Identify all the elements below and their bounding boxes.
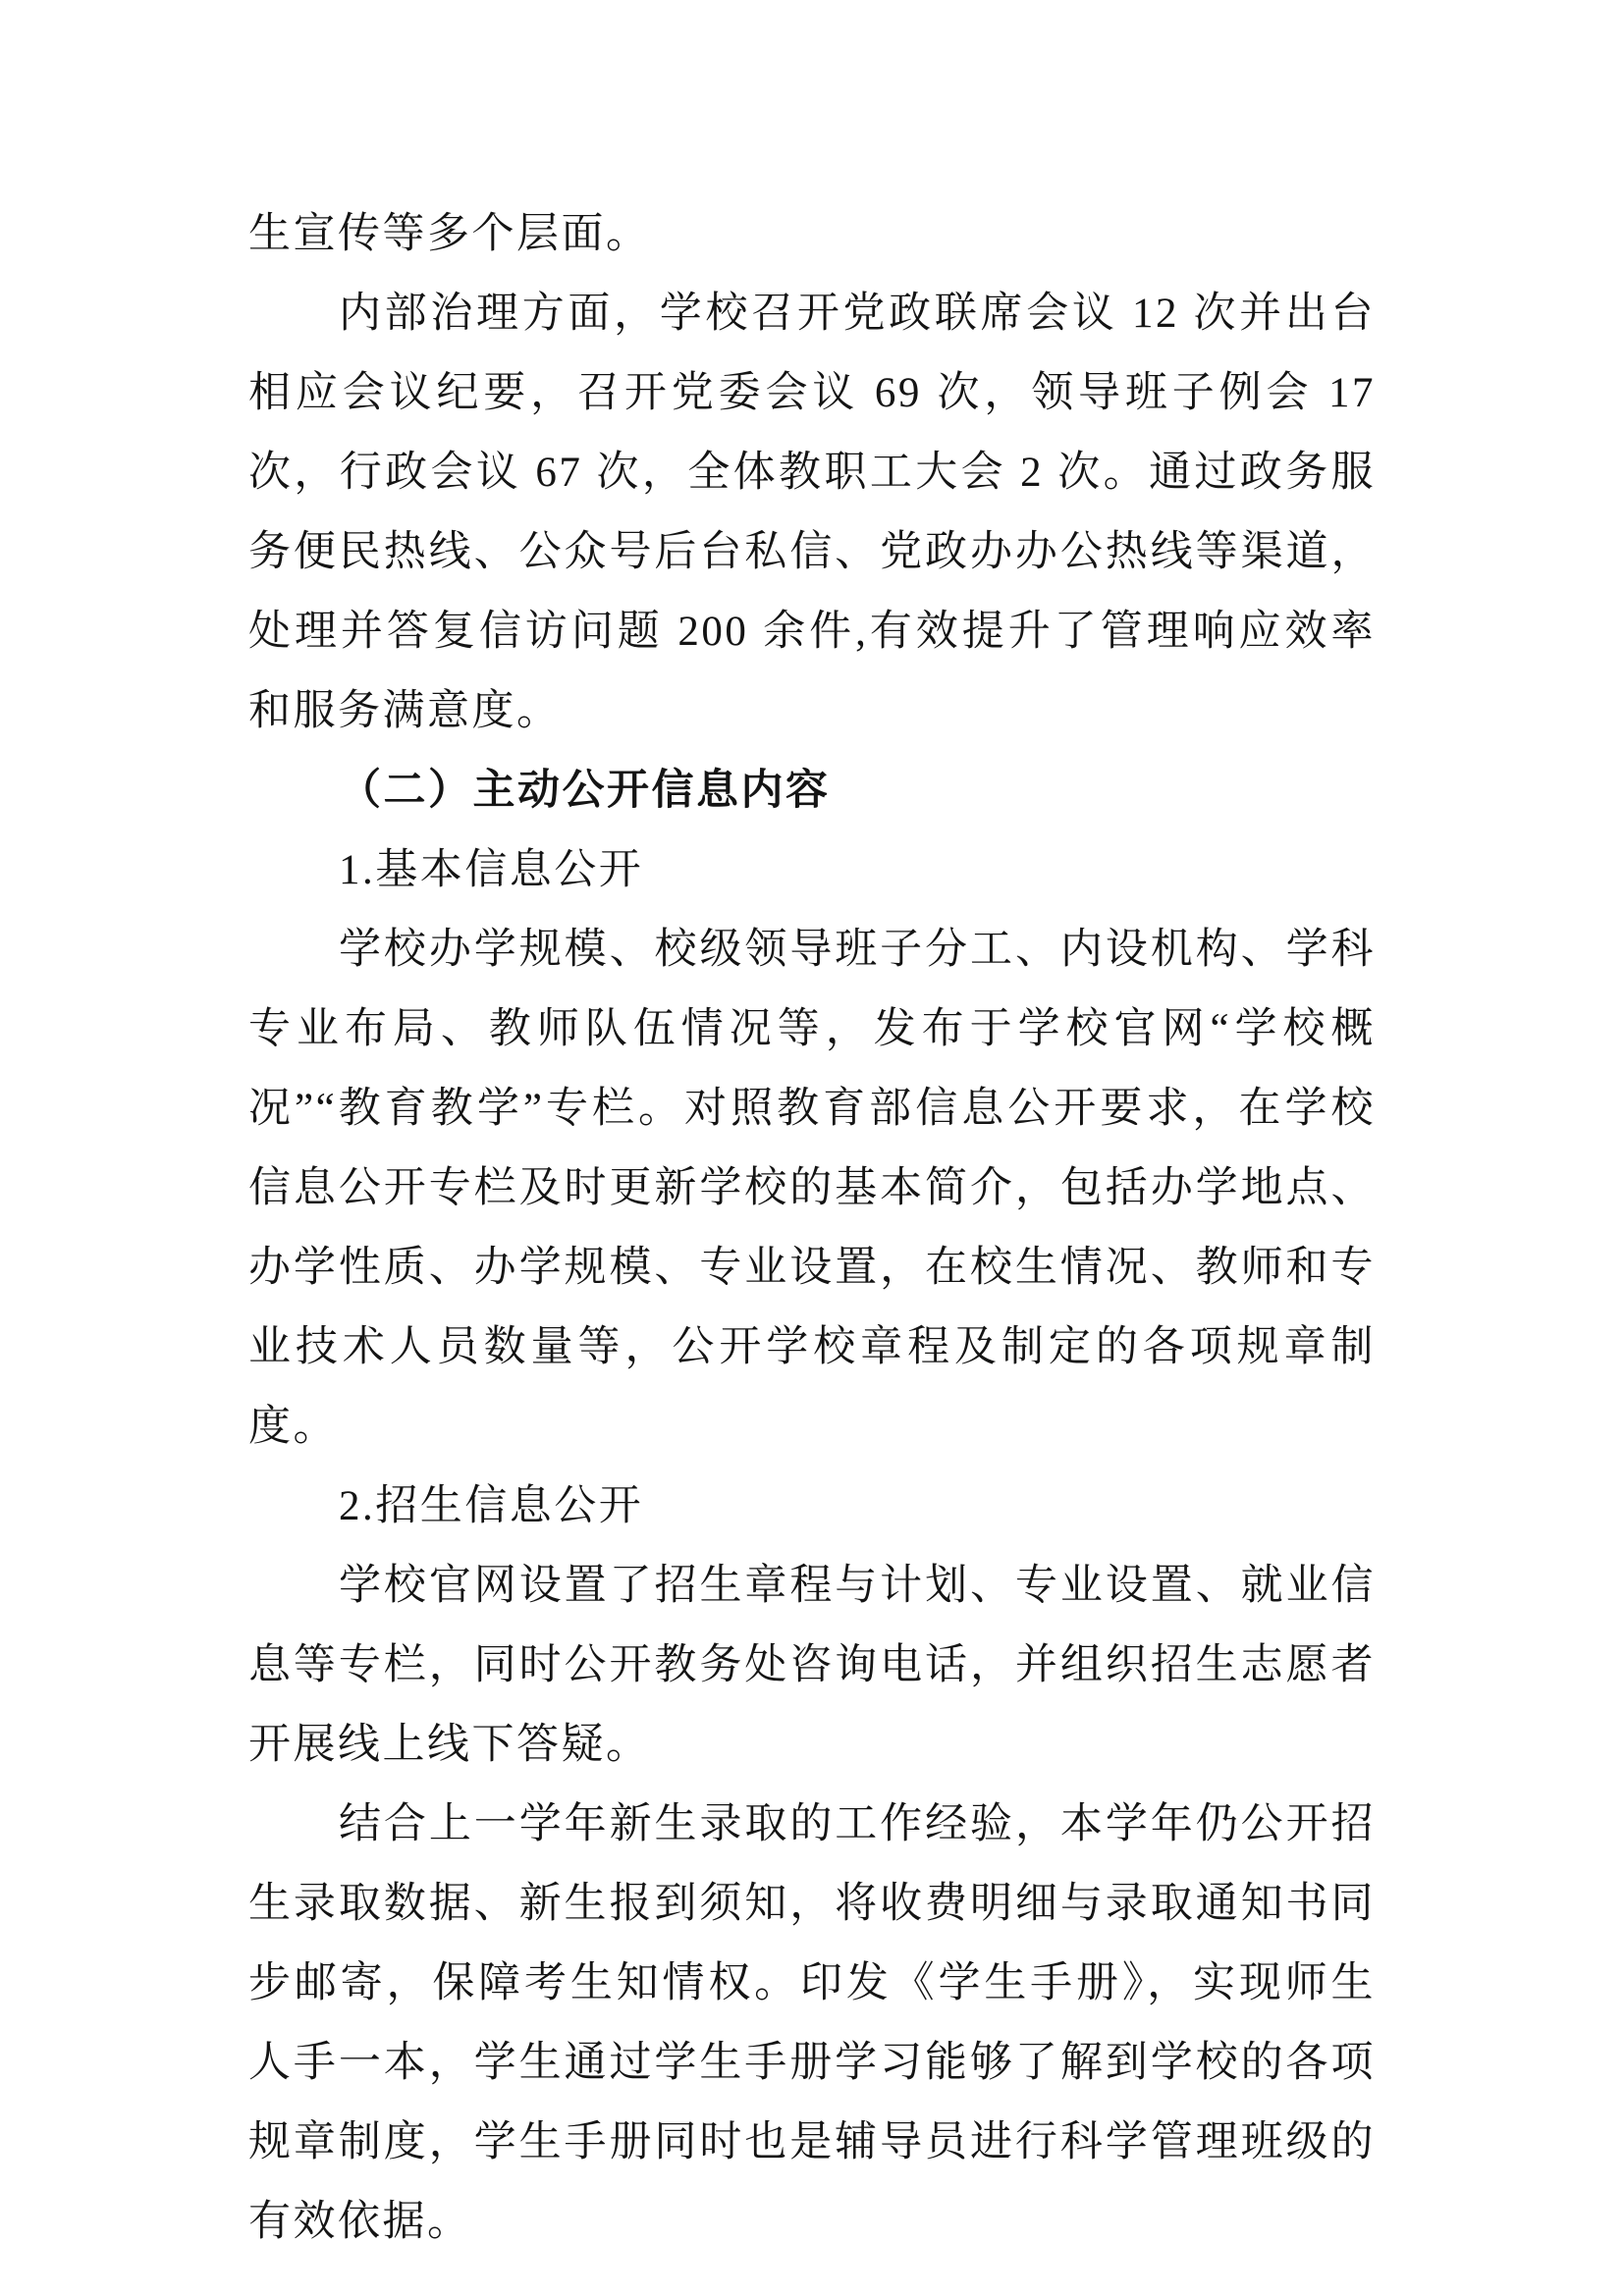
subheading-basic-info-disclosure: 1.基本信息公开 — [339, 847, 644, 893]
paragraph-admissions-website-columns: 学校官网设置了招生章程与计划、专业设置、就业信息等专栏，同时公开教务处咨询电话，并组织招生志愿者开展线上线下答疑。 — [248, 1563, 1376, 1768]
paragraph-basic-info-details: 学校办学规模、校级领导班子分工、内设机构、学科专业布局、教师队伍情况等，发布于学校官网“学校概况”“教育教学”专栏。对照教育部信息公开要求，在学校信息公开专栏及时更新学校的基本简介，包括办学地点、办学性质、办学规模、专业设置，在校生情况、教师和专业技术人员数量等，公开学校章程及制定的各项规章制度。 — [248, 927, 1376, 1450]
paragraph-admissions-experience-handbook: 结合上一学年新生录取的工作经验，本学年仍公开招生录取数据、新生报到须知，将收费明细与录取通知书同步邮寄，保障考生知情权。印发《学生手册》，实现师生人手一本，学生通过学生手册学习能够了解到学校的各项规章制度，学生手册同时也是辅导员进行科学管理班级的有效依据。 — [248, 1801, 1376, 2245]
subheading-admissions-info-disclosure: 2.招生信息公开 — [339, 1483, 644, 1529]
paragraph-internal-governance: 内部治理方面，学校召开党政联席会议 12 次并出台相应会议纪要，召开党委会议 69 次，领导班子例会 17 次，行政会议 67 次，全体教职工大会 2 次。通过政务服务便民热线、公众号后台私信、党政办办公热线等渠道，处理并答复信访问题 200 余件,有效提升了管理响应效率和服务满意度。 — [248, 291, 1376, 734]
section-heading-proactive-disclosure: （二）主动公开信息内容 — [339, 768, 831, 814]
document-text-block — [248, 194, 1376, 2262]
paragraph-continuation: 生宣传等多个层面。 — [248, 211, 651, 257]
